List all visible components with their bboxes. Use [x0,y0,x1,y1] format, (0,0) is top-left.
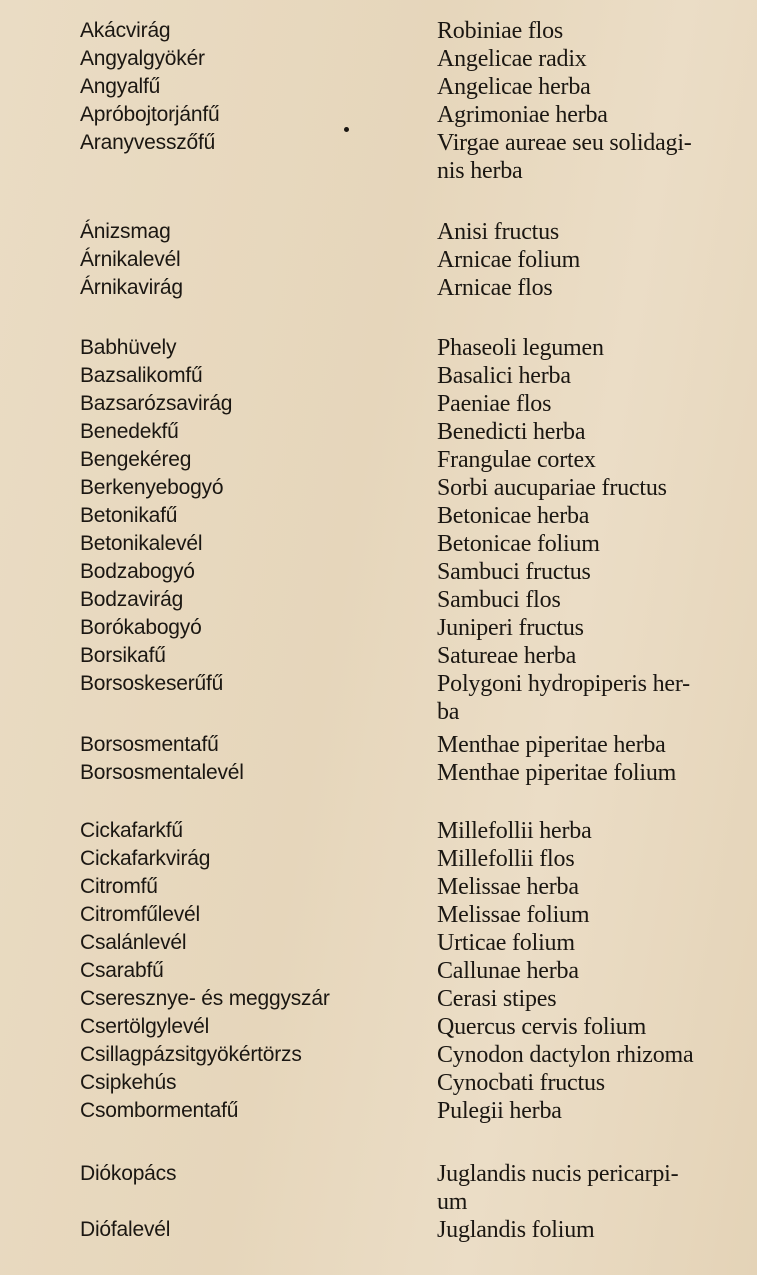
latin-name-line: Juniperi fructus [437,615,584,641]
latin-name-line: Pulegii herba [437,1098,562,1124]
latin-name-line: Satureae herba [437,643,577,669]
latin-name-line: Virgae aureae seu solidagi- [437,130,692,156]
hungarian-name: Betonikafű [80,504,178,527]
hungarian-name: Berkenyebogyó [80,476,224,499]
latin-name [437,873,747,901]
latin-name [437,558,747,586]
hungarian-name: Borókabogyó [80,616,202,639]
hungarian-name: Csalánlevél [80,931,187,954]
latin-name [437,218,747,246]
hungarian-name: Borsosmentalevél [80,761,244,784]
latin-name-line: Melissae herba [437,874,579,900]
hungarian-name: Akácvirág [80,19,171,42]
latin-name [437,731,747,759]
latin-name [437,1013,747,1041]
latin-name [437,17,747,45]
latin-name-line: Phaseoli legumen [437,335,604,361]
hungarian-name: Ánizsmag [80,220,171,243]
hungarian-name: Bazsalikomfű [80,364,203,387]
hungarian-name: Citromfű [80,875,158,898]
hungarian-name: Benedekfű [80,420,179,443]
hungarian-name: Bengekéreg [80,448,192,471]
latin-name-line: Angelicae herba [437,74,591,100]
hungarian-name: Betonikalevél [80,532,203,555]
hungarian-name: Borsoskeserűfű [80,672,224,695]
latin-name-line: Frangulae cortex [437,447,596,473]
hungarian-name: Árnikavirág [80,276,183,299]
latin-name-line: Cynodon dactylon rhizoma [437,1042,694,1068]
latin-name-line: Urticae folium [437,930,575,956]
latin-name [437,957,747,985]
latin-name-line: Benedicti herba [437,419,586,445]
latin-name-line: Robiniae flos [437,18,564,44]
hungarian-name: Borsikafű [80,644,166,667]
latin-name-line: Callunae herba [437,958,579,984]
latin-name [437,101,747,129]
latin-name-line: Basalici herba [437,363,571,389]
hungarian-name: Árnikalevél [80,248,181,271]
latin-name [437,614,747,642]
latin-name [437,642,747,670]
hungarian-name: Csarabfű [80,959,164,982]
latin-name-line: Anisi fructus [437,219,560,245]
latin-name-line: Melissae folium [437,902,590,928]
latin-name-line: Betonicae folium [437,531,600,557]
hungarian-name: Diókopács [80,1162,177,1185]
latin-name [437,530,747,558]
hungarian-name: Aranyvesszőfű [80,131,216,154]
hungarian-name: Apróbojtorjánfű [80,103,220,126]
latin-name [437,845,747,873]
latin-name [437,1097,747,1125]
latin-name [437,1069,747,1097]
latin-name [437,45,747,73]
hungarian-name: Babhüvely [80,336,177,359]
latin-name [437,334,747,362]
latin-name [437,246,747,274]
latin-name-line: Juglandis nucis pericarpi- [437,1161,679,1187]
latin-name [437,474,747,502]
latin-name-continuation: nis herba [437,158,523,184]
latin-name [437,929,747,957]
hungarian-name: Csillagpázsitgyökértörzs [80,1043,302,1066]
latin-name-line: Quercus cervis folium [437,1014,647,1040]
latin-name [437,418,747,446]
latin-name-line: Millefollii herba [437,818,592,844]
hungarian-name: Cickafarkfű [80,819,183,842]
latin-name-line: Arnicae flos [437,275,553,301]
latin-name-line: Cynocbati fructus [437,1070,605,1096]
latin-name-line: Juglandis folium [437,1217,595,1243]
hungarian-name: Csombormentafű [80,1099,239,1122]
latin-name-line: Menthae piperitae folium [437,760,677,786]
latin-name [437,817,747,845]
latin-name-line: Arnicae folium [437,247,581,273]
latin-name [437,274,747,302]
hungarian-name: Cseresznye- és meggyszár [80,987,330,1010]
latin-name-line: Betonicae herba [437,503,590,529]
latin-name [437,390,747,418]
latin-name [437,586,747,614]
latin-name-line: Cerasi stipes [437,986,557,1012]
latin-name [437,670,747,726]
hungarian-name: Csipkehús [80,1071,177,1094]
hungarian-name: Bodzabogyó [80,560,195,583]
latin-name-line: Sorbi aucupariae fructus [437,475,667,501]
latin-name [437,1216,747,1244]
latin-name-line: Paeniae flos [437,391,552,417]
latin-name [437,985,747,1013]
hungarian-name: Bodzavirág [80,588,184,611]
latin-name-continuation: um [437,1189,468,1215]
latin-name [437,73,747,101]
latin-name [437,129,747,185]
latin-name-line: Millefollii flos [437,846,575,872]
latin-name-line: Polygoni hydropiperis her- [437,671,690,697]
latin-name [437,759,747,787]
latin-name [437,1041,747,1069]
latin-name-line: Angelicae radix [437,46,587,72]
latin-name [437,901,747,929]
latin-name-line: Sambuci flos [437,587,561,613]
hungarian-name: Bazsarózsavirág [80,392,233,415]
latin-name [437,446,747,474]
latin-name-line: Sambuci fructus [437,559,591,585]
hungarian-name: Cickafarkvirág [80,847,211,870]
hungarian-name: Diófalevél [80,1218,171,1241]
latin-name [437,362,747,390]
hungarian-name: Citromfűlevél [80,903,200,926]
latin-name [437,1160,747,1216]
hungarian-name: Angyalfű [80,75,161,98]
latin-name-line: Agrimoniae herba [437,102,608,128]
latin-name-continuation: ba [437,699,460,725]
latin-name-line: Menthae piperitae herba [437,732,666,758]
hungarian-name: Csertölgylevél [80,1015,210,1038]
hungarian-name: Angyalgyökér [80,47,205,70]
latin-name [437,502,747,530]
hungarian-name: Borsosmentafű [80,733,219,756]
